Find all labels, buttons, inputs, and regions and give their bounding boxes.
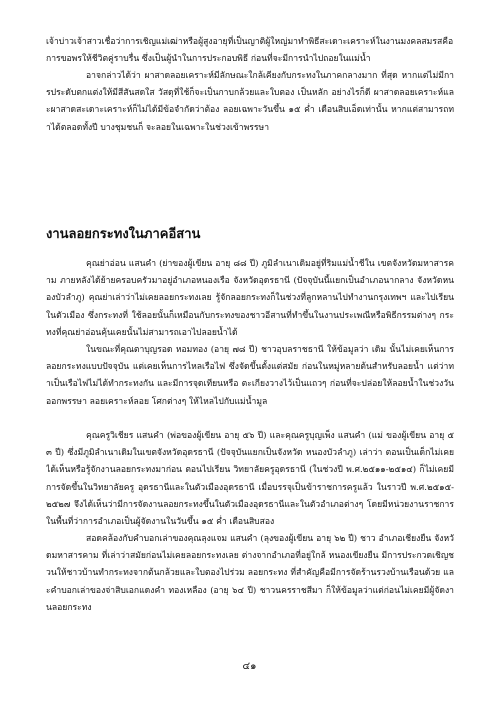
body-paragraph-3: คุณครูวิเชียร แสนคำ (พ่อของผู้เขียน อายุ ๕๖ ปี) และคุณครูบุญเพ็ง แสนคำ (แม่ ของผู้เขียน อายุ ๕๓ ปี) ซึ่งมีภูมิลำเนาเดิมในเขตจังหวัดอุดรธานี (ปัจจุบันแยกเป็นจังหวัด หนองบัวลำภู) เล่าว่า ตอนเป็นเด็กไม่เคยได้เห็นหรือรู้จักงานลอยกระทงมาก่อน ตอนไปเรียน วิทยาลัยครูอุดรธานี (ในช่วงปี พ.ศ.๒๕๑๑-๒๕๑๔) ก็ไม่เคยมีการจัดขึ้นในวิทยาลัยครู อุดรธานีและในตัวเมืองอุดรธานี เมื่อบรรจุเป็นข้าราชการครูแล้ว ในราวปี พ.ศ.๒๕๑๕- ๒๕๒๗ จึงได้เห็นว่ามีการจัดงานลอยกระทงขึ้นในตัวเมืองอุดรธานีและในตัวอำเภอต่างๆ โดยมีหน่วยงานราชการในพื้นที่ว่าการอำเภอเป็นผู้จัดงานในวันขึ้น ๑๕ ค่ำ เดือนสิบสอง xyxy=(46,431,454,528)
section-heading: งานลอยกระทงในภาคอีสาน xyxy=(46,227,201,242)
intro-paragraph-1: เจ้าบ่าวเจ้าสาวเชื่อว่าการเชิญแม่เฒ่าหรือผู้สูงอายุที่เป็นญาติผู้ใหญ่มาทำพิธีสะเดาะเคราะห์ในงานมงคลสมรสคือการขอพรให้ชีวิตคู่ราบรื่น ซึ่งเป็นผู้นำในการประกอบพิธี ก่อนที่จะมีการนำไปถอยในแม่น้ำ xyxy=(46,37,454,65)
intro-paragraph-2: อาจกล่าวได้ว่า ผาสาดลอยเคราะห์มีลักษณะใกล้เคียงกับกระทงในภาคกลางมาก ที่สุด หากแต่ไม่มีการประดับตกแต่งให้มีสีสันสดใส วัสดุที่ใช้ก็จะเป็นกาบกล้วยและใบตอง เป็นหลัก อย่างไรก็ดี ผาสาดลอยเคราะห์และผาสาดสะเดาะเคราะห์ก็ไม่ได้มีข้อจำกัดว่าต้อง ลอยเฉพาะวันขึ้น ๑๕ ค่ำ เดือนสิบเอ็ดเท่านั้น หากแต่สามารถทำได้ตลอดทั้งปี บางชุมชนก็ จะลอยในเฉพาะในช่วงเข้าพรรษา xyxy=(46,71,454,133)
body-paragraph-2: ในขณะที่คุณตาบุญรอด หอมทอง (อายุ ๗๘ ปี) ชาวอุบลราชธานี ให้ข้อมูลว่า เดิม นั้นไม่เคยเห็นการลอยกระทงแบบปัจจุบัน แต่เคยเห็นการไหลเรือไฟ ซึ่งจัดขึ้นตั้งแต่สมัย ก่อนในหมู่หลายต้นสำหรับลอยน้ำ แต่ว่าทำเป็นเรือไฟไม่ได้ทำกระทงกัน และมีการจุดเทียนหรือ ตะเกียงวางไว้เป็นแถวๆ ก่อนที่จะปล่อยให้ลอยน้ำในช่วงวันออกพรรษา ลอยเคราะห์ลอย โศกต่างๆ ให้ไหลไปกับแม่น้ำมูล xyxy=(46,345,454,407)
body-paragraph-4: สอดคล้องกับคำบอกเล่าของคุณลุงแจม แสนคำ (ลุงของผู้เขียน อายุ ๖๒ ปี) ชาว อำเภอเชียงยืน จังหวัดมหาสารคาม ที่เล่าว่าสมัยก่อนไม่เคยลอยกระทงเลย ต่างจากอำเภอที่อยู่ใกล้ หนองเขียงยืน มีการประกวดเชิญชวนให้ชาวบ้านทำกระทงจากต้นกล้วยและใบตองไปร่วม ลอยกระทง ที่สำคัญคือมีการจัดร้านรวงบ้านเรือนด้วย และคำบอกเล่าของจ่าสิบเอกแดงคำ ทองเหลือง (อายุ ๖๔ ปี) ชาวนครราชสีมา ก็ให้ข้อมูลว่าแต่ก่อนไม่เคยมีผู้จัดงานลอยกระทง xyxy=(46,534,454,613)
page-number: ๔๑ xyxy=(242,661,257,672)
body-paragraph-1: คุณย่าอ่อน แสนคำ (ย่าของผู้เขียน อายุ ๘๘ ปี) ภูมิลำเนาเดิมอยู่ที่ริมแม่น้ำชีใน เขตจังหวัดมหาสารคาม ภายหลังได้ย้ายครอบครัวมาอยู่อำเภอหนองเรือ จังหวัดอุดรธานี (ปัจจุบันนี้แยกเป็นอำเภอนากลาง จังหวัดหนองบัวลำภู) คุณย่าเล่าว่าไม่เคยลอยกระทงเลย รู้จักลอยกระทงก็ในช่วงที่ลูกหลานไปทำงานกรุงเทพฯ และไปเรียนในตัวเมือง ซึ่งกระทงที่ ใช้ลอยนั้นก็เหมือนกับกระทงของชาวอีสานที่ทำขึ้นในงานประเพณีหรือพิธีกรรมต่างๆ กระทงที่คุณย่าอ่อนคุ้นเคยนั้นไม่สามารถเอาไปลอยน้ำได้ xyxy=(46,259,454,338)
body-section xyxy=(46,256,454,617)
intro-section xyxy=(46,34,454,154)
